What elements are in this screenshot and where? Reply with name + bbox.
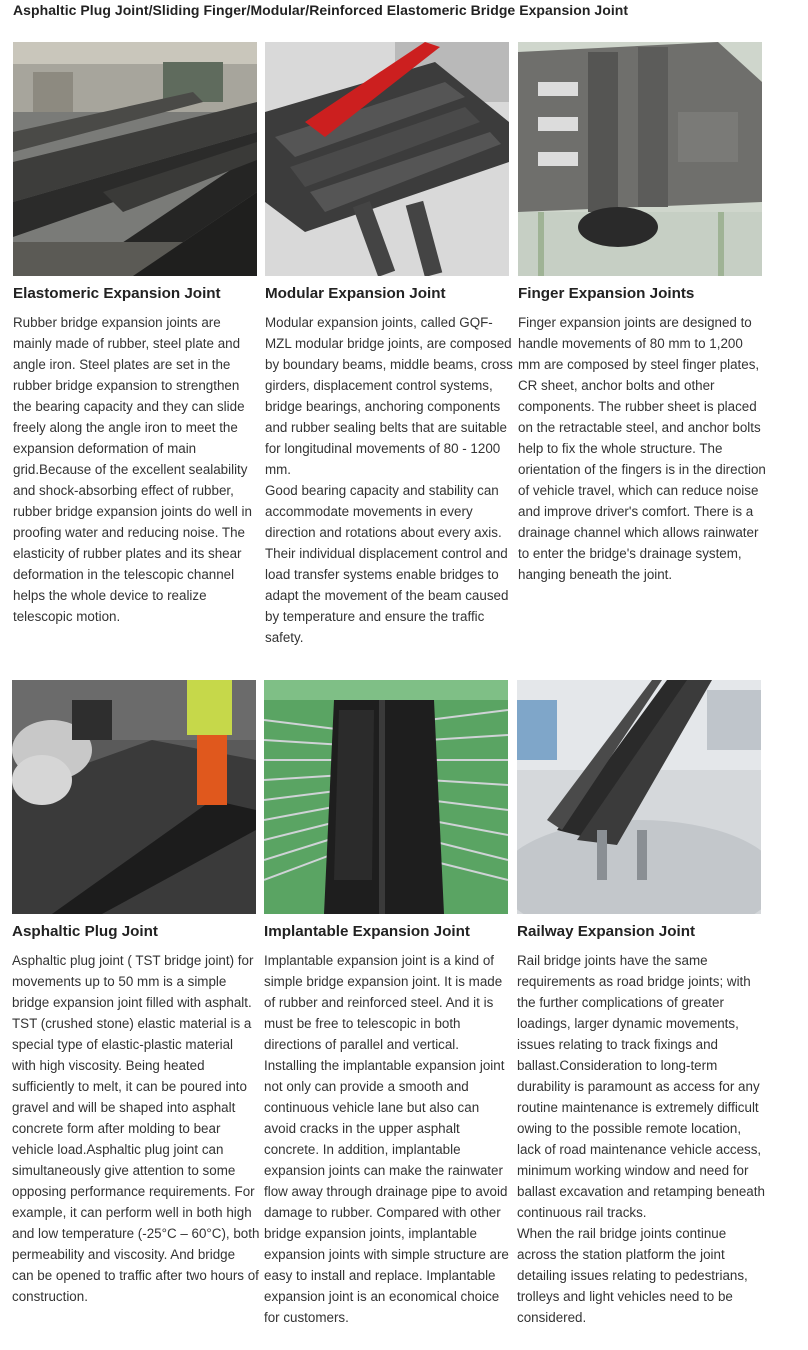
implantable-joint-photo — [264, 680, 508, 914]
product-card-finger — [518, 42, 768, 642]
asphaltic-plug-joint-image — [12, 680, 256, 914]
asphaltic-plug-joint-photo — [12, 680, 256, 914]
product-card-modular — [265, 42, 515, 672]
card-paragraph: Finger expansion joints are designed to handle movements of 80 mm to 1,200 mm are composed by steel finger plates, CR sheet, anchor bolts and other components. The rubber sheet is placed on the retractable steel, and anchor bolts help to fix the whole structure. The orientation of the fingers is in the direction of vehicle travel, which can reduce noise and improve driver's comfort. There is a drainage channel which allows rainwater to enter the bridge's drainage system, hanging beneath the joint. — [518, 315, 766, 582]
finger-joint-image — [518, 42, 762, 276]
card-paragraph: Implantable expansion joint is a kind of simple bridge expansion joint. It is made of rubber and reinforced steel. And it is must be free to telescopic in both directions of parallel and vertical. Installing the implantable expansion joint not only can provide a smooth and continuous vehicle lane but also can avoid cracks in the upper asphalt concrete. In addition, implantable expansion joints can make the rainwater flow away through drainage pipe to avoid damage to rubber. Compared with other bridge expansion joints, implantable expansion joints with simple structure are easy to install and replace. Implantable expansion joint is an economical choice for customers. — [264, 953, 509, 1325]
implantable-joint-image — [264, 680, 508, 914]
product-card-implantable — [264, 680, 514, 1330]
card-title: Railway Expansion Joint — [517, 923, 696, 940]
modular-joint-photo — [265, 42, 509, 276]
finger-joint-photo — [518, 42, 762, 276]
railway-joint-image — [517, 680, 761, 914]
card-paragraph: Asphaltic plug joint ( TST bridge joint) for movements up to 50 mm is a simple bridge expansion joint filled with asphalt. TST (crushed stone) elastic material is a special type of elastic-plastic material with high viscosity. Being heated sufficiently to melt, it can be poured into gravel and will be shaped into asphalt concrete form after molding to bear vehicle load.Asphaltic plug joint can simultaneously give attention to some opposing performance requirements. For example, it can perform well in both high and low temperature (-25°C – 60°C), both permeability and viscosity. And bridge can be opened to traffic after two hours of construction. — [12, 953, 260, 1304]
card-description — [13, 312, 261, 627]
card-paragraph: Modular expansion joints, called GQF-MZL modular bridge joints, are composed by boundary beams, middle beams, cross girders, displacement control systems, bridge bearings, anchoring components and rubber sealing belts that are suitable for longitudinal movements of 80 - 1200 mm. — [265, 315, 513, 477]
railway-joint-photo — [517, 680, 761, 914]
product-card-asphaltic-plug — [12, 680, 262, 1330]
card-description — [12, 950, 260, 1307]
card-description — [517, 950, 765, 1328]
card-paragraph: Rubber bridge expansion joints are mainly made of rubber, steel plate and angle iron. Steel plates are set in the rubber bridge expansion to strengthen the bearing capacity and they can slide freely along the angle iron to meet the expansion deformation of main grid.Because of the excellent sealability and shock-absorbing effect of rubber, rubber bridge expansion joints do well in proofing water and reducing noise. The elasticity of rubber plates and its shear deformation in the telescopic channel helps the whole device to realize telescopic motion. — [13, 315, 252, 624]
card-paragraph: When the rail bridge joints continue across the station platform the joint detailing issues relating to pedestrians, trolleys and light vehicles need to be considered. — [517, 1226, 748, 1325]
card-title: Implantable Expansion Joint — [264, 923, 470, 940]
card-paragraph: Good bearing capacity and stability can accommodate movements in every direction and rotations about every axis. Their individual displacement control and load transfer systems enable bridges to adapt the movement of the beam caused by temperature and ensure the traffic safety. — [265, 483, 509, 645]
card-title: Modular Expansion Joint — [265, 285, 446, 302]
card-paragraph: Rail bridge joints have the same requirements as road bridge joints; with the further complications of greater loadings, larger dynamic movements, issues relating to track fixings and ballast.Consideration to long-term durability is paramount as access for any routine maintenance is extremely difficult owing to the possible remote location, lack of road maintenance vehicle access, minimum working window and need for ballast excavation and retamping beneath continuous rail tracks. — [517, 953, 765, 1220]
card-title: Asphaltic Plug Joint — [12, 923, 158, 940]
elastomeric-joint-image — [13, 42, 257, 276]
card-description — [265, 312, 513, 648]
card-title: Elastomeric Expansion Joint — [13, 285, 221, 302]
card-title: Finger Expansion Joints — [518, 285, 695, 302]
card-description — [264, 950, 512, 1328]
modular-joint-image — [265, 42, 509, 276]
product-card-elastomeric — [13, 42, 263, 642]
card-description — [518, 312, 766, 585]
page-title: Asphaltic Plug Joint/Sliding Finger/Modular/Reinforced Elastomeric Bridge Expansion Joint — [13, 2, 629, 18]
elastomeric-joint-photo — [13, 42, 257, 276]
product-card-railway — [517, 680, 767, 1345]
